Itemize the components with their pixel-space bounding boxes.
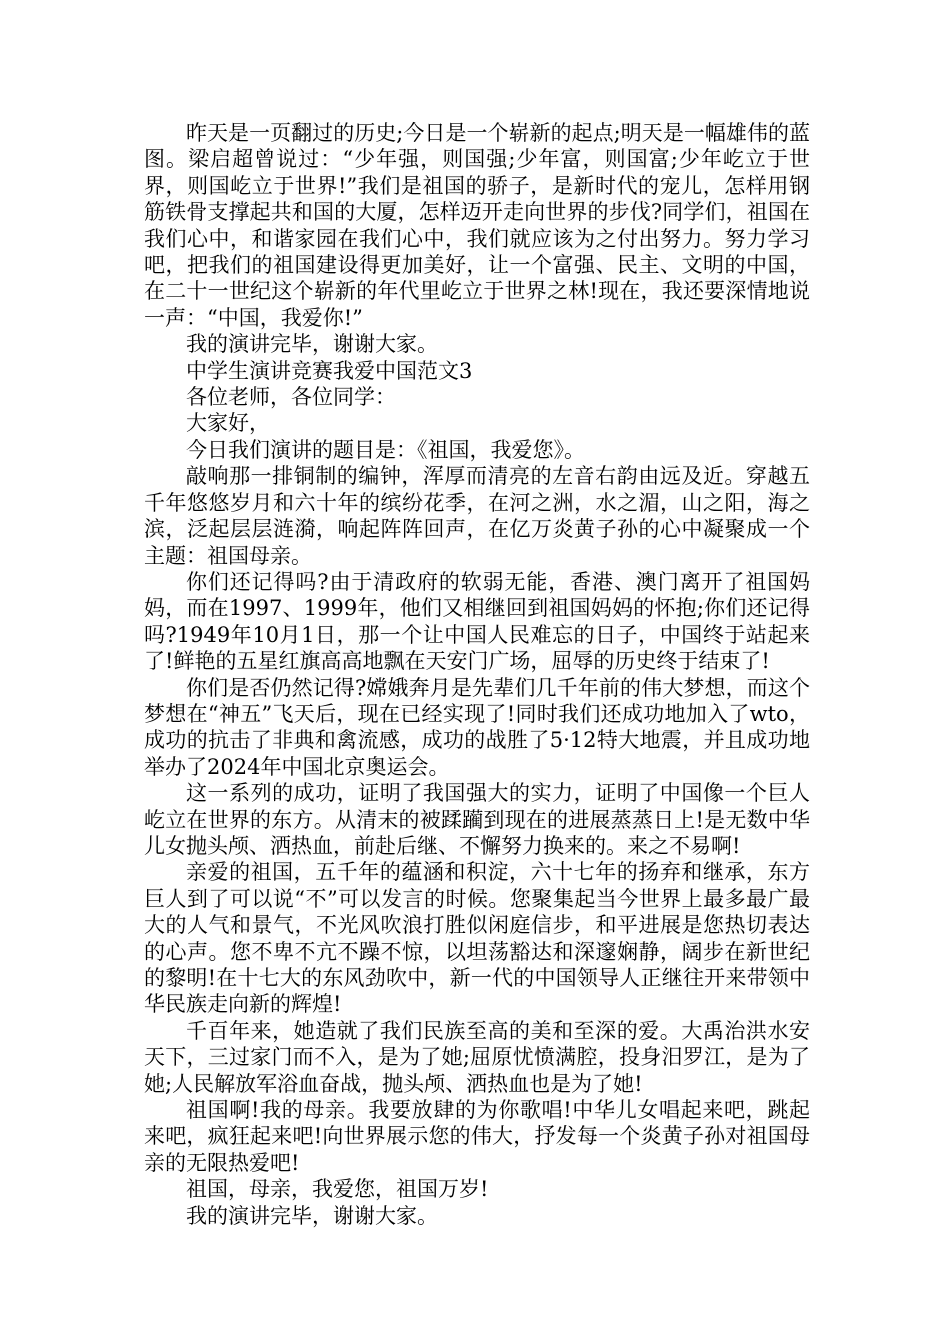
document-body <box>144 120 810 1229</box>
paragraph-9: 你们是否仍然记得?嫦娥奔月是先辈们几千年前的伟大梦想，而这个梦想在“神五”飞天后，现在已经实现了!同时我们还成功地加入了wto，成功的抗击了非典和禽流感，成功的战胜了5·12特大地震，并且成功地举办了2024年中国北京奥运会。 <box>144 675 810 779</box>
paragraph-11: 亲爱的祖国，五千年的蕴涵和积淀，六十七年的扬弃和继承，东方巨人到了可以说“不”可以发言的时候。您聚集起当今世界上最多最广最大的人气和景气，不光风吹浪打胜似闲庭信步，和平进展是您热切表达的心声。您不卑不亢不躁不惊，以坦荡豁达和深邃娴静，阔步在新世纪的黎明!在十七大的东风劲吹中，新一代的中国领导人正继往开来带领中华民族走向新的辉煌! <box>144 860 810 1017</box>
paragraph-8: 你们还记得吗?由于清政府的软弱无能，香港、澳门离开了祖国妈妈，而在1997、1999年，他们又相继回到祖国妈妈的怀抱;你们还记得吗?1949年10月1日，那一个让中国人民难忘的日子，中国终于站起来了!鲜艳的五星红旗高高地飘在天安门广场，屈辱的历史终于结束了! <box>144 569 810 674</box>
paragraph-7: 敲响那一排铜制的编钟，浑厚而清亮的左音右韵由远及近。穿越五千年悠悠岁月和六十年的缤纷花季，在河之洲，水之湄，山之阳，海之滨，泛起层层涟漪，响起阵阵回声，在亿万炎黄子孙的心中凝聚成一个主题：祖国母亲。 <box>144 464 810 568</box>
section-title: 中学生演讲竞赛我爱中国范文3 <box>186 358 473 383</box>
greeting: 大家好， <box>186 411 270 436</box>
paragraph-14: 祖国，母亲，我爱您，祖国万岁! <box>186 1177 489 1202</box>
closing-line: 我的演讲完毕，谢谢大家。 <box>186 1203 438 1228</box>
paragraph-topic: 今日我们演讲的题目是：《祖国，我爱您》。 <box>186 437 585 462</box>
salutation: 各位老师，各位同学： <box>186 385 396 410</box>
paragraph-12: 千百年来，她造就了我们民族至高的美和至深的爱。大禹治洪水安天下，三过家门而不入，是为了她;屈原忧愤满腔，投身汨罗江，是为了她;人民解放军浴血奋战，抛头颅、洒热血也是为了她! <box>144 1018 810 1096</box>
paragraph-10: 这一系列的成功，证明了我国强大的实力，证明了中国像一个巨人屹立在世界的东方。从清末的被蹂躏到现在的进展蒸蒸日上!是无数中华儿女抛头颅、洒热血，前赴后继、不懈努力换来的。来之不易啊! <box>144 781 810 858</box>
paragraph-13: 祖国啊!我的母亲。我要放肆的为你歌唱!中华儿女唱起来吧，跳起来吧，疯狂起来吧!向世界展示您的伟大，抒发每一个炎黄子孙对祖国母亲的无限热爱吧! <box>144 1098 810 1175</box>
paragraph-1: 昨天是一页翻过的历史;今日是一个崭新的起点;明天是一幅雄伟的蓝图。梁启超曾说过：“少年强，则国强;少年富，则国富;少年屹立于世界，则国屹立于世界!”我们是祖国的骄子，是新时代的宠儿，怎样用钢筋铁骨支撑起共和国的大厦，怎样迈开走向世界的步伐?同学们，祖国在我们心中，和谐家园在我们心中，我们就应该为之付出努力。努力学习吧，把我们的祖国建设得更加美好，让一个富强、民主、文明的中国，在二十一世纪这个崭新的年代里屹立于世界之林!现在，我还要深情地说一声：“中国，我爱你!” <box>144 121 810 330</box>
paragraph-2: 我的演讲完毕，谢谢大家。 <box>186 332 438 357</box>
